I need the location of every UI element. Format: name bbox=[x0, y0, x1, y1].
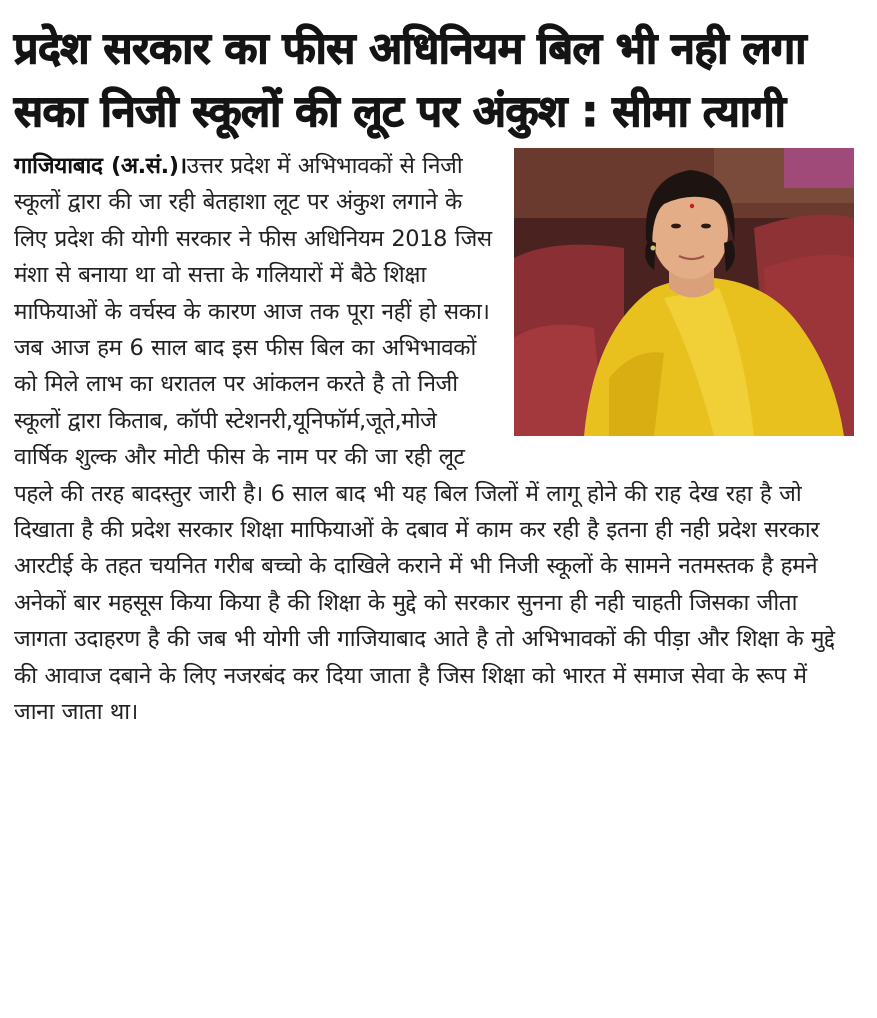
article-dateline: गाजियाबाद (अ.सं.)। bbox=[14, 153, 187, 179]
article-body-wrap bbox=[14, 148, 854, 731]
news-article bbox=[14, 18, 854, 731]
portrait-image bbox=[514, 148, 854, 436]
article-body-text: उत्तर प्रदेश में अभिभावकों से निजी स्कूलों द्वारा की जा रही बेतहाशा लूट पर अंकुश लगाने के लिए प्रदेश की योगी सरकार ने फीस अधिनियम 2018 जिस मंशा से बनाया था वो सत्ता के गलियारों में बैठे शिक्षा माफियाओं के वर्चस्व के कारण आज तक पूरा नहीं हो सका। जब आज हम 6 साल बाद इस फीस बिल का अभिभावकों को मिले लाभ का धरातल पर आंकलन करते है तो निजी स्कूलों द्वारा किताब, कॉपी स्टेशनरी,यूनिफॉर्म,जूते,मोजे वार्षिक शुल्क और मोटी फीस के नाम पर की जा रही लूट पहले की तरह बादस्तुर जारी है। 6 साल बाद भी यह बिल जिलों में लागू होने की राह देख रहा है जो दिखाता है की प्रदेश सरकार शिक्षा माफियाओं के दबाव में काम कर रही है इतना ही नही प्रदेश सरकार आरटीई के तहत चयनित गरीब बच्चो के दाखिले कराने में भी निजी स्कूलों के सामने नतमस्तक है हमने अनेकों बार महसूस किया किया है की शिक्षा के मुद्दे को सरकार सुनना ही नही चाहती जिसका जीता जागता उदाहरण है की जब भी योगी जी गाजियाबाद आते है तो अभिभावकों की पीड़ा और शिक्षा के मुद्दे की आवाज दबाने के लिए नजरबंद कर दिया जाता है जिस शिक्षा को भारत में समाज सेवा के रूप में जाना जाता था। bbox=[14, 153, 835, 726]
article-headline: प्रदेश सरकार का फीस अधिनियम बिल भी नही लगा सका निजी स्कूलों की लूट पर अंकुश : सीमा त्यागी bbox=[14, 24, 806, 137]
portrait-photo bbox=[514, 148, 854, 436]
